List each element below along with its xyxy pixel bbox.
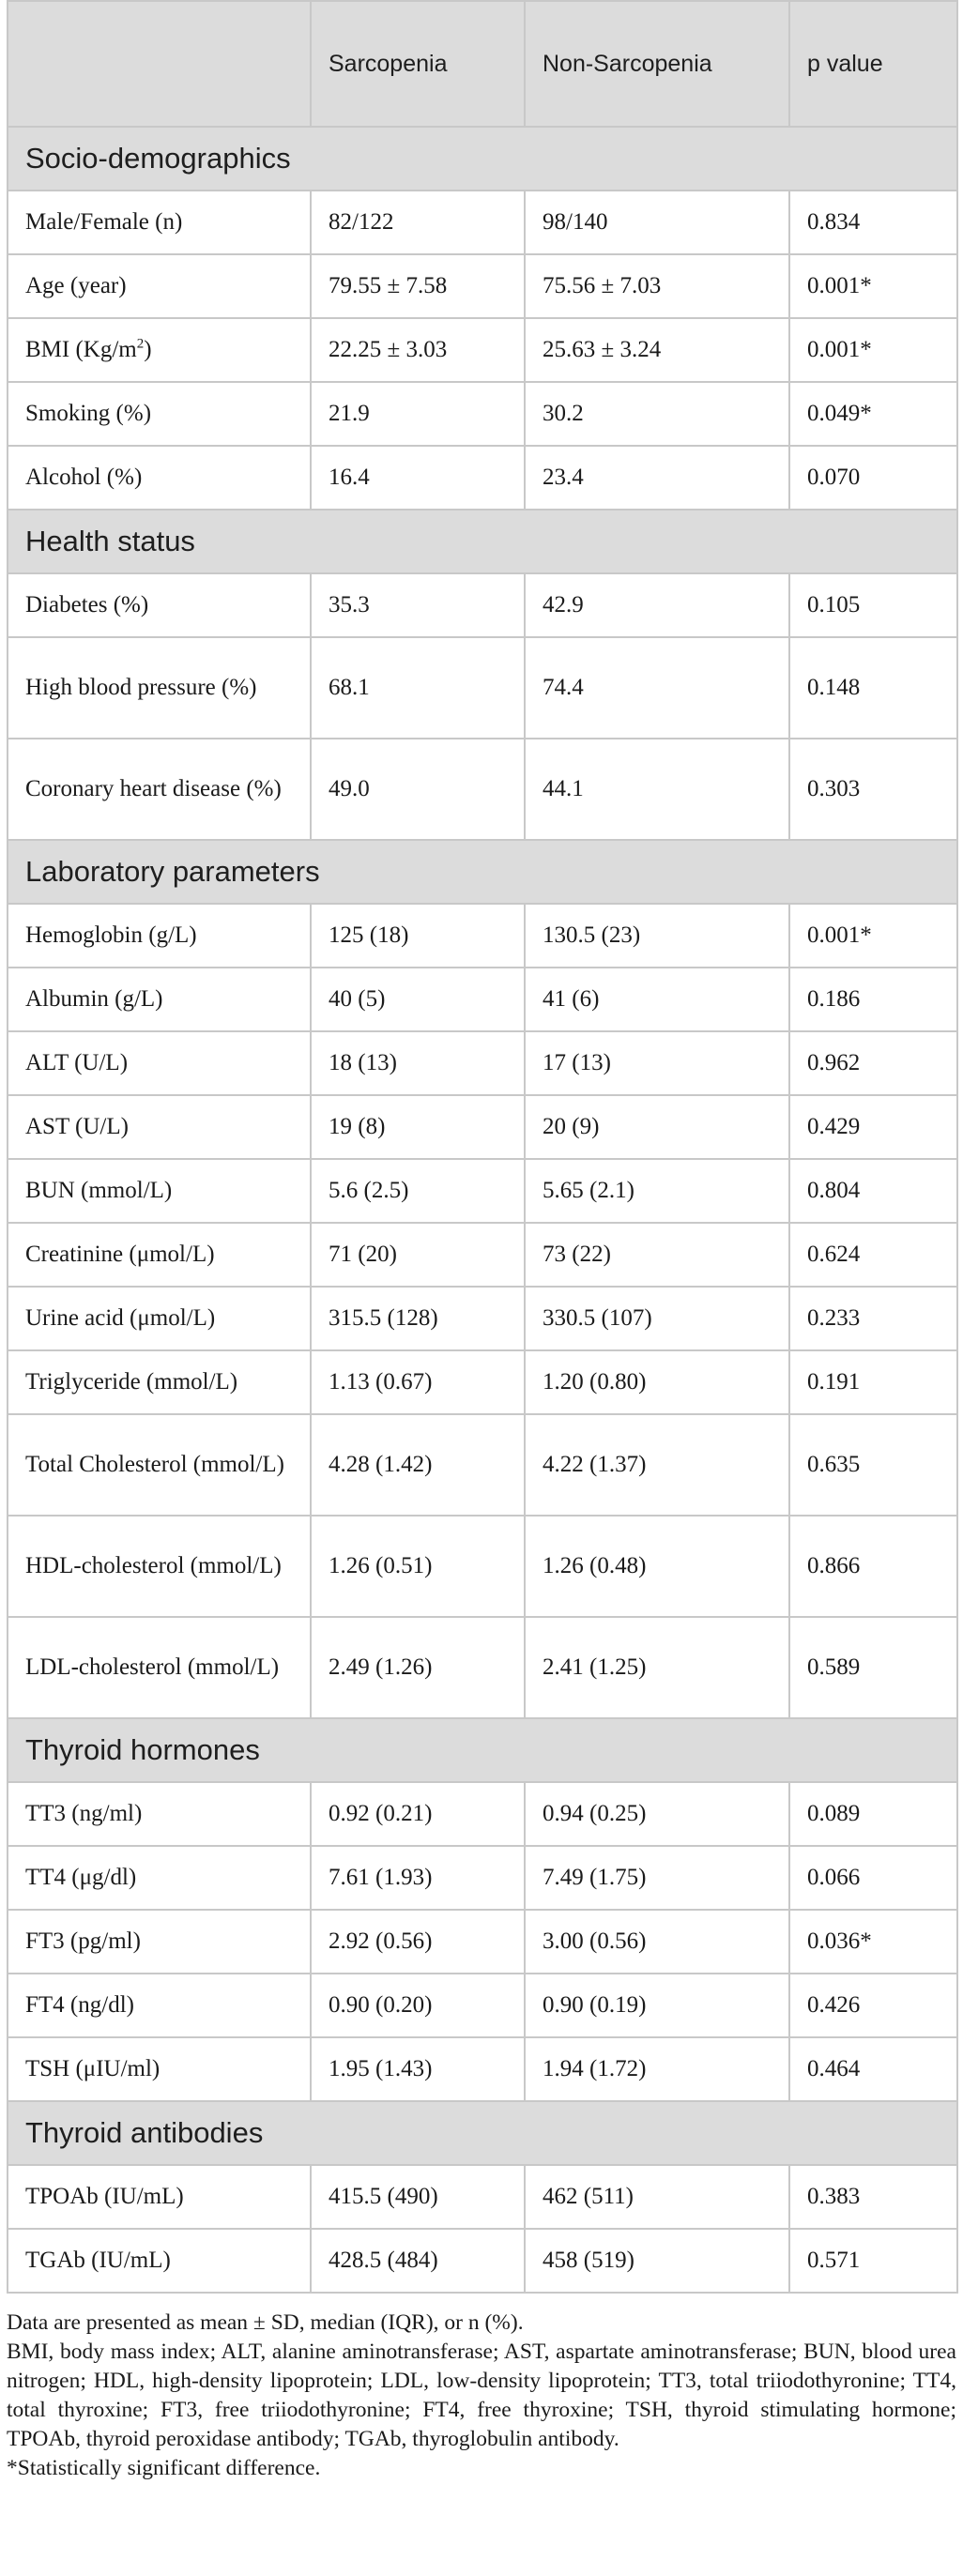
results-table xyxy=(7,0,958,2294)
table-row xyxy=(8,1095,957,1159)
header-cell-sarcopenia: Sarcopenia xyxy=(311,1,525,127)
table-row xyxy=(8,739,957,840)
footnote-significance: *Statistically significant difference. xyxy=(7,2456,321,2480)
non-sarcopenia-value: 1.26 (0.48) xyxy=(525,1516,789,1617)
p-value: 0.804 xyxy=(789,1159,957,1223)
row-label-cell xyxy=(8,1287,311,1350)
row-label-cell xyxy=(8,318,311,382)
row-label-cell xyxy=(8,1031,311,1095)
section-title: Laboratory parameters xyxy=(8,840,957,904)
non-sarcopenia-value: 73 (22) xyxy=(525,1223,789,1287)
row-label: TT4 (μg/dl) xyxy=(25,1865,137,1890)
table-row xyxy=(8,318,957,382)
table-row xyxy=(8,573,957,637)
row-label: AST (U/L) xyxy=(25,1114,129,1139)
p-value: 0.429 xyxy=(789,1095,957,1159)
table-row xyxy=(8,637,957,739)
table-row xyxy=(8,1287,957,1350)
non-sarcopenia-value: 98/140 xyxy=(525,191,789,254)
table-row xyxy=(8,382,957,446)
p-value: 0.049* xyxy=(789,382,957,446)
p-value: 0.624 xyxy=(789,1223,957,1287)
non-sarcopenia-value: 330.5 (107) xyxy=(525,1287,789,1350)
header-cell-variable xyxy=(8,1,311,127)
table-row xyxy=(8,1414,957,1516)
p-value: 0.464 xyxy=(789,2037,957,2101)
sarcopenia-value: 1.26 (0.51) xyxy=(311,1516,525,1617)
table-row xyxy=(8,1031,957,1095)
non-sarcopenia-value: 75.56 ± 7.03 xyxy=(525,254,789,318)
footnote-data-presentation: Data are presented as mean ± SD, median (IQR), or n (%). xyxy=(7,2310,524,2335)
row-label-suffix: ) xyxy=(144,337,152,362)
row-label: FT3 (pg/ml) xyxy=(25,1928,141,1954)
non-sarcopenia-value: 74.4 xyxy=(525,637,789,739)
table-row xyxy=(8,1617,957,1718)
table-row xyxy=(8,1350,957,1414)
p-value: 0.303 xyxy=(789,739,957,840)
non-sarcopenia-value: 1.94 (1.72) xyxy=(525,2037,789,2101)
p-value: 0.589 xyxy=(789,1617,957,1718)
table-row xyxy=(8,2165,957,2229)
row-label-superscript: 2 xyxy=(136,336,145,352)
sarcopenia-value: 0.90 (0.20) xyxy=(311,1974,525,2037)
p-value: 0.186 xyxy=(789,968,957,1031)
p-value: 0.070 xyxy=(789,446,957,510)
table-row xyxy=(8,1974,957,2037)
row-label: Alcohol (%) xyxy=(25,465,143,490)
section-header-row xyxy=(8,127,957,191)
row-label: Diabetes (%) xyxy=(25,592,149,617)
row-label-cell xyxy=(8,637,311,739)
sarcopenia-value: 22.25 ± 3.03 xyxy=(311,318,525,382)
row-label: FT4 (ng/dl) xyxy=(25,1992,134,2018)
section-title: Health status xyxy=(8,510,957,573)
table-row xyxy=(8,1223,957,1287)
row-label: Albumin (g/L) xyxy=(25,986,163,1012)
sarcopenia-value: 82/122 xyxy=(311,191,525,254)
non-sarcopenia-value: 44.1 xyxy=(525,739,789,840)
row-label-cell xyxy=(8,739,311,840)
sarcopenia-value: 40 (5) xyxy=(311,968,525,1031)
row-label: TT3 (ng/ml) xyxy=(25,1801,143,1826)
table-row xyxy=(8,1910,957,1974)
sarcopenia-value: 35.3 xyxy=(311,573,525,637)
row-label-cell xyxy=(8,1414,311,1516)
sarcopenia-value: 2.92 (0.56) xyxy=(311,1910,525,1974)
row-label-cell xyxy=(8,1159,311,1223)
non-sarcopenia-value: 130.5 (23) xyxy=(525,904,789,968)
header-cell-p-value: p value xyxy=(789,1,957,127)
row-label: Triglyceride (mmol/L) xyxy=(25,1369,238,1395)
non-sarcopenia-value: 4.22 (1.37) xyxy=(525,1414,789,1516)
sarcopenia-value: 5.6 (2.5) xyxy=(311,1159,525,1223)
p-value: 0.066 xyxy=(789,1846,957,1910)
sarcopenia-value: 71 (20) xyxy=(311,1223,525,1287)
row-label: TSH (μIU/ml) xyxy=(25,2056,160,2081)
non-sarcopenia-value: 7.49 (1.75) xyxy=(525,1846,789,1910)
section-header-row xyxy=(8,2101,957,2165)
section-header-row xyxy=(8,510,957,573)
non-sarcopenia-value: 3.00 (0.56) xyxy=(525,1910,789,1974)
p-value: 0.148 xyxy=(789,637,957,739)
section-title: Socio-demographics xyxy=(8,127,957,191)
table-row xyxy=(8,1516,957,1617)
table-row xyxy=(8,1846,957,1910)
row-label: Hemoglobin (g/L) xyxy=(25,922,197,948)
table-row xyxy=(8,1159,957,1223)
row-label-cell xyxy=(8,1095,311,1159)
p-value: 0.866 xyxy=(789,1516,957,1617)
row-label: TPOAb (IU/mL) xyxy=(25,2184,184,2209)
sarcopenia-value: 4.28 (1.42) xyxy=(311,1414,525,1516)
p-value: 0.191 xyxy=(789,1350,957,1414)
row-label-cell xyxy=(8,1910,311,1974)
sarcopenia-value: 49.0 xyxy=(311,739,525,840)
row-label: BUN (mmol/L) xyxy=(25,1178,173,1203)
p-value: 0.001* xyxy=(789,318,957,382)
sarcopenia-value: 1.95 (1.43) xyxy=(311,2037,525,2101)
p-value: 0.383 xyxy=(789,2165,957,2229)
sarcopenia-value: 16.4 xyxy=(311,446,525,510)
header-cell-non-sarcopenia: Non-Sarcopenia xyxy=(525,1,789,127)
non-sarcopenia-value: 25.63 ± 3.24 xyxy=(525,318,789,382)
non-sarcopenia-value: 41 (6) xyxy=(525,968,789,1031)
row-label: ALT (U/L) xyxy=(25,1050,129,1075)
table-row xyxy=(8,2037,957,2101)
row-label: Male/Female (n) xyxy=(25,209,183,235)
non-sarcopenia-value: 20 (9) xyxy=(525,1095,789,1159)
row-label-cell xyxy=(8,1516,311,1617)
p-value: 0.089 xyxy=(789,1782,957,1846)
row-label-cell xyxy=(8,1974,311,2037)
row-label-cell xyxy=(8,904,311,968)
table-row xyxy=(8,904,957,968)
non-sarcopenia-value: 458 (519) xyxy=(525,2229,789,2293)
sarcopenia-value: 125 (18) xyxy=(311,904,525,968)
row-label-cell xyxy=(8,573,311,637)
sarcopenia-value: 415.5 (490) xyxy=(311,2165,525,2229)
table-row xyxy=(8,446,957,510)
p-value: 0.426 xyxy=(789,1974,957,2037)
p-value: 0.635 xyxy=(789,1414,957,1516)
non-sarcopenia-value: 0.94 (0.25) xyxy=(525,1782,789,1846)
row-label: High blood pressure (%) xyxy=(25,675,257,700)
non-sarcopenia-value: 30.2 xyxy=(525,382,789,446)
table-row xyxy=(8,968,957,1031)
row-label: HDL-cholesterol (mmol/L) xyxy=(25,1553,282,1578)
row-label: Coronary heart disease (%) xyxy=(25,776,282,801)
table-footnotes xyxy=(7,2309,956,2483)
table-row xyxy=(8,1782,957,1846)
section-title: Thyroid hormones xyxy=(8,1718,957,1782)
sarcopenia-value: 2.49 (1.26) xyxy=(311,1617,525,1718)
header-row xyxy=(8,1,957,127)
table-row xyxy=(8,191,957,254)
row-label-cell xyxy=(8,1846,311,1910)
non-sarcopenia-value: 23.4 xyxy=(525,446,789,510)
sarcopenia-value: 18 (13) xyxy=(311,1031,525,1095)
p-value: 0.571 xyxy=(789,2229,957,2293)
sarcopenia-value: 21.9 xyxy=(311,382,525,446)
row-label: Total Cholesterol (mmol/L) xyxy=(25,1452,284,1477)
row-label-cell xyxy=(8,382,311,446)
sarcopenia-value: 0.92 (0.21) xyxy=(311,1782,525,1846)
row-label-cell xyxy=(8,2229,311,2293)
sarcopenia-value: 79.55 ± 7.58 xyxy=(311,254,525,318)
non-sarcopenia-value: 17 (13) xyxy=(525,1031,789,1095)
row-label-cell xyxy=(8,254,311,318)
row-label-cell xyxy=(8,1350,311,1414)
p-value: 0.834 xyxy=(789,191,957,254)
p-value: 0.036* xyxy=(789,1910,957,1974)
non-sarcopenia-value: 462 (511) xyxy=(525,2165,789,2229)
row-label: BMI (Kg/m xyxy=(25,337,137,362)
sarcopenia-value: 315.5 (128) xyxy=(311,1287,525,1350)
p-value: 0.001* xyxy=(789,254,957,318)
p-value: 0.233 xyxy=(789,1287,957,1350)
section-header-row xyxy=(8,840,957,904)
row-label-cell xyxy=(8,1782,311,1846)
row-label-cell xyxy=(8,968,311,1031)
sarcopenia-value: 1.13 (0.67) xyxy=(311,1350,525,1414)
non-sarcopenia-value: 0.90 (0.19) xyxy=(525,1974,789,2037)
row-label: LDL-cholesterol (mmol/L) xyxy=(25,1654,280,1680)
sarcopenia-value: 68.1 xyxy=(311,637,525,739)
section-header-row xyxy=(8,1718,957,1782)
row-label-cell xyxy=(8,1617,311,1718)
row-label-cell xyxy=(8,446,311,510)
row-label-cell xyxy=(8,1223,311,1287)
row-label: Smoking (%) xyxy=(25,401,152,426)
sarcopenia-value: 428.5 (484) xyxy=(311,2229,525,2293)
row-label-cell xyxy=(8,191,311,254)
row-label: Urine acid (μmol/L) xyxy=(25,1305,216,1331)
section-title: Thyroid antibodies xyxy=(8,2101,957,2165)
table-header xyxy=(8,1,957,127)
row-label: Age (year) xyxy=(25,273,127,298)
table-row xyxy=(8,2229,957,2293)
non-sarcopenia-value: 2.41 (1.25) xyxy=(525,1617,789,1718)
table-body xyxy=(8,127,957,2293)
row-label: TGAb (IU/mL) xyxy=(25,2248,171,2273)
row-label-cell xyxy=(8,2165,311,2229)
p-value: 0.001* xyxy=(789,904,957,968)
p-value: 0.962 xyxy=(789,1031,957,1095)
p-value: 0.105 xyxy=(789,573,957,637)
row-label: Creatinine (μmol/L) xyxy=(25,1242,215,1267)
sarcopenia-value: 19 (8) xyxy=(311,1095,525,1159)
non-sarcopenia-value: 42.9 xyxy=(525,573,789,637)
row-label-cell xyxy=(8,2037,311,2101)
non-sarcopenia-value: 5.65 (2.1) xyxy=(525,1159,789,1223)
table-row xyxy=(8,254,957,318)
non-sarcopenia-value: 1.20 (0.80) xyxy=(525,1350,789,1414)
sarcopenia-value: 7.61 (1.93) xyxy=(311,1846,525,1910)
footnote-abbreviations: BMI, body mass index; ALT, alanine aminotransferase; AST, aspartate aminotransferase; BUN, blood urea nitrogen; HDL, high-density lipoprotein; LDL, low-density lipoprotein; TT3, total triiodothyronine; TT4, total thyroxine; FT3, free triiodothyronine; FT4, free thyroxine; TSH, thyroid stimulating hormone; TPOAb, thyroid peroxidase antibody; TGAb, thyroglobulin antibody. xyxy=(7,2340,956,2451)
